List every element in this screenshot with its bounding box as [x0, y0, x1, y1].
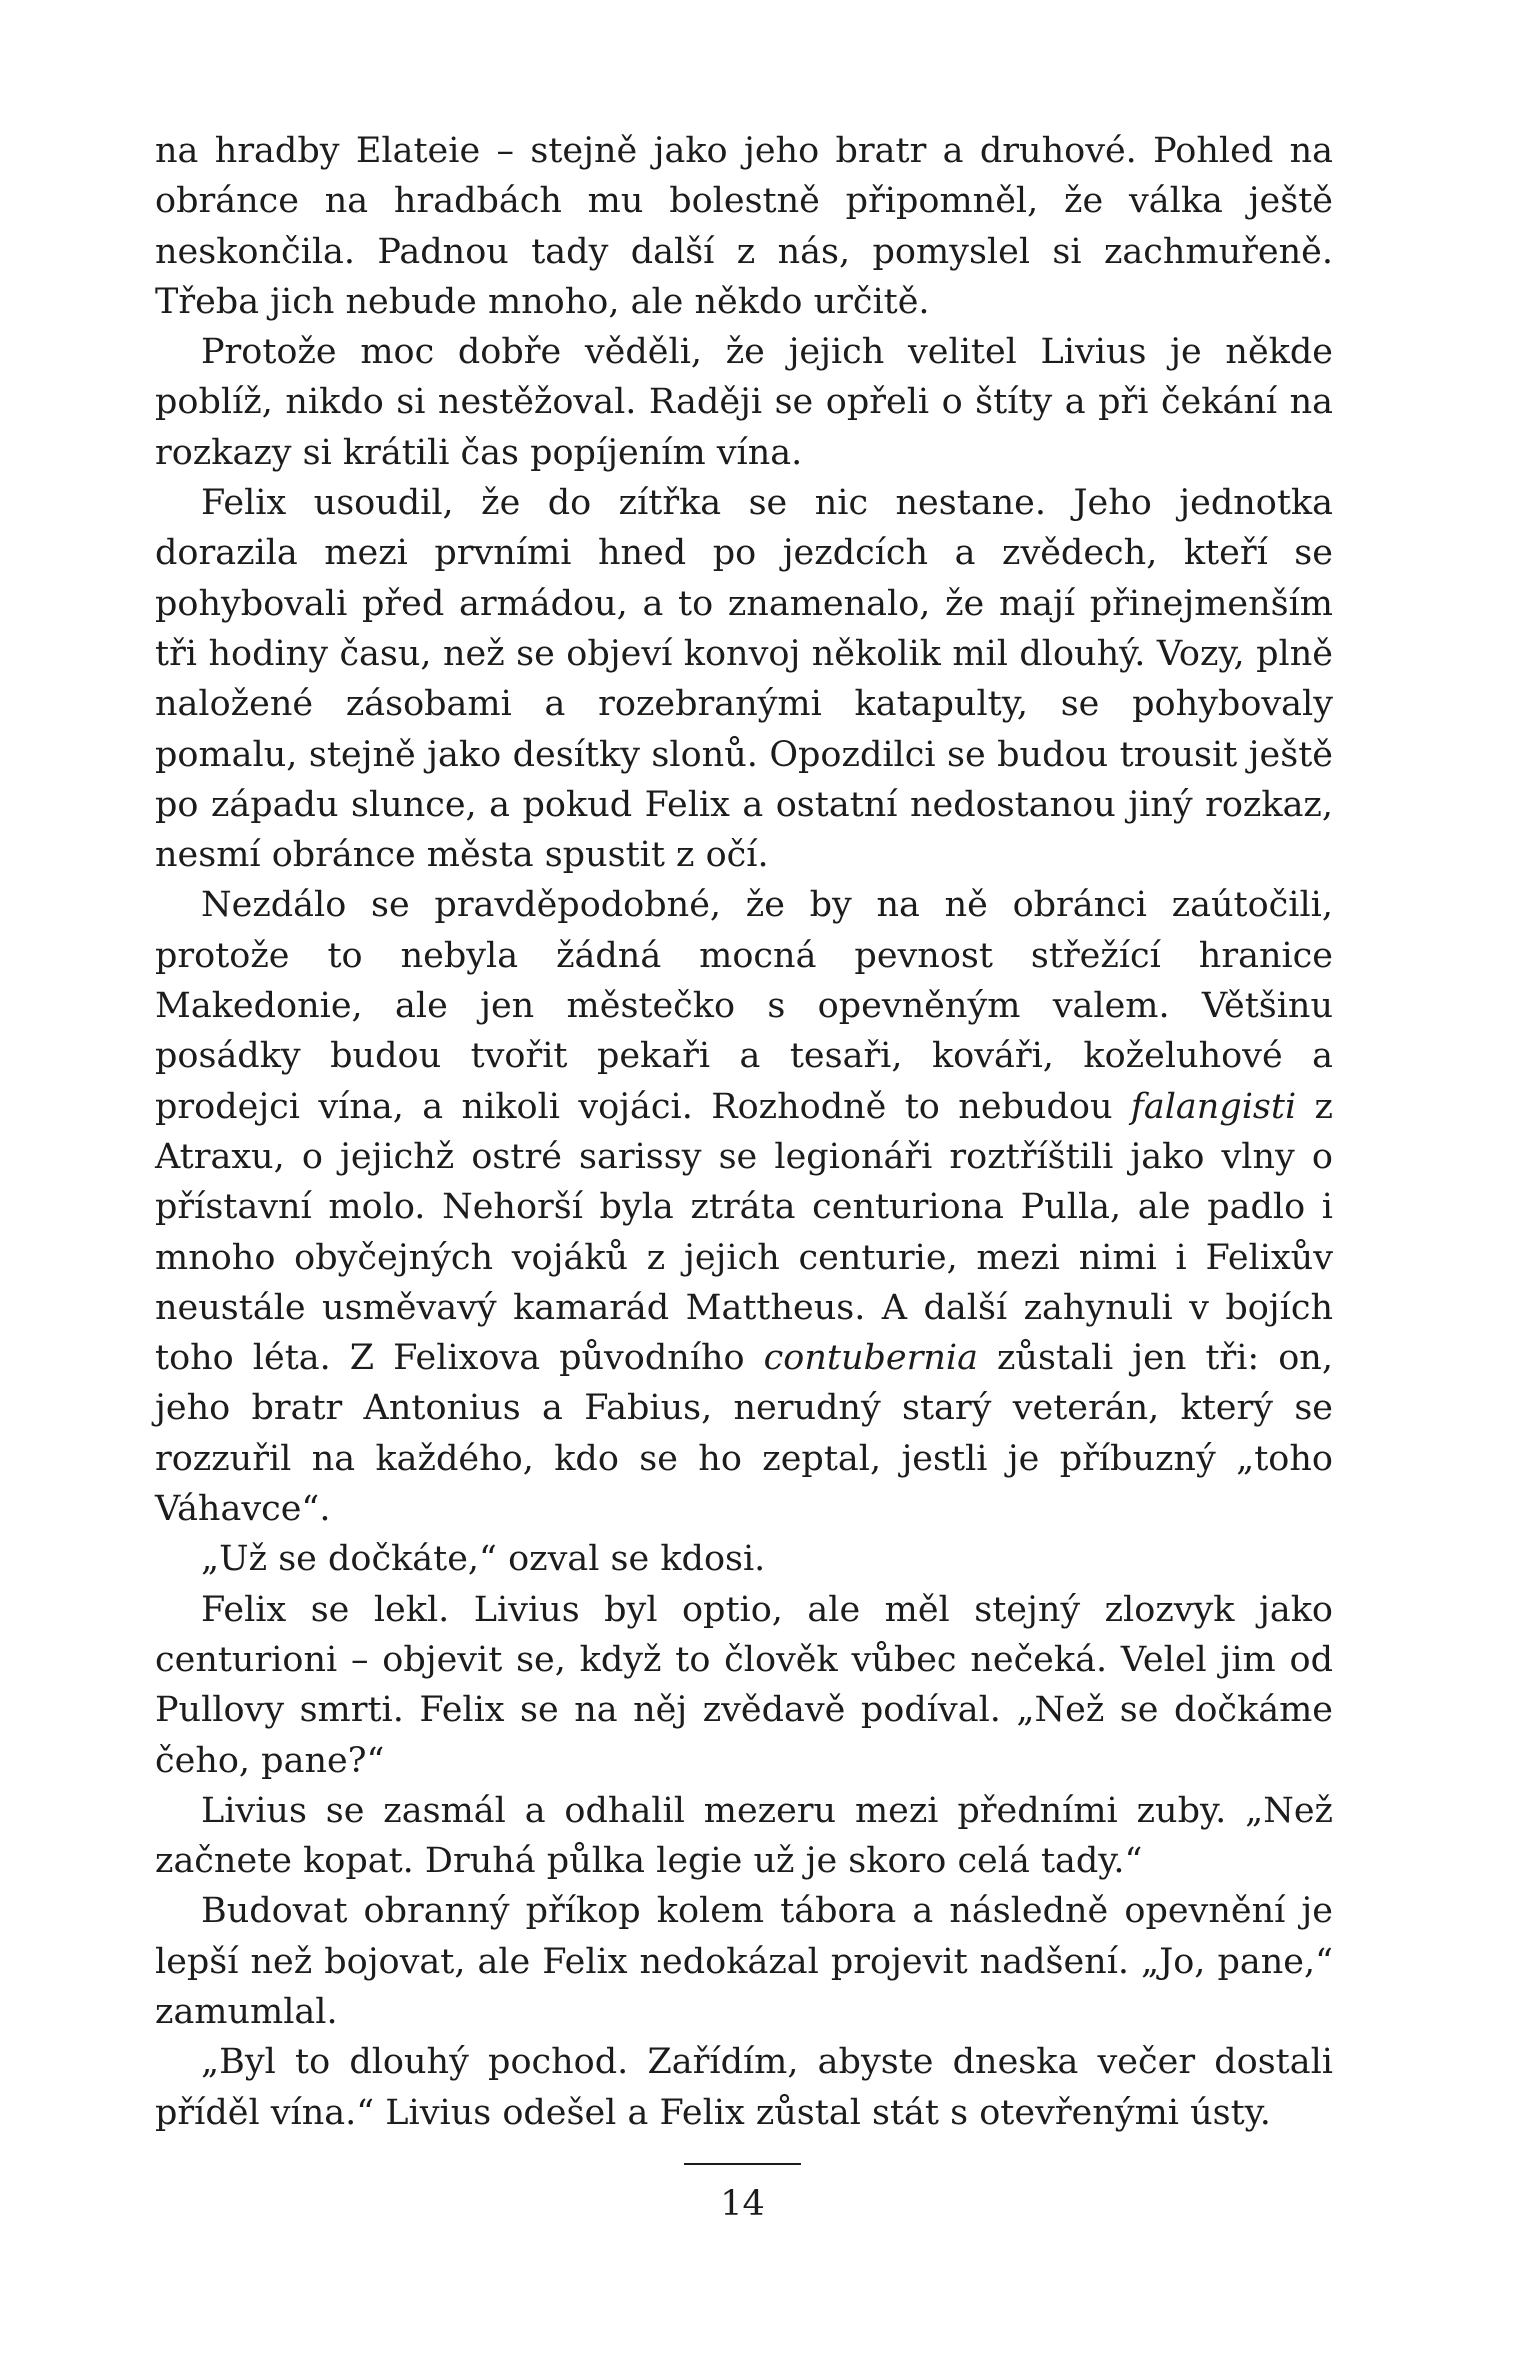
paragraph-text: zůstali jen tři: on, jeho bratr Antonius a Fabius, nerudný starý veterán, který se rozzuřil na každého, kdo se ho zeptal, jestli je příbuzný „toho Váhavce“.: [155, 1338, 1333, 1530]
paragraph-8: [155, 1886, 1333, 2037]
paragraph-text: Protože moc dobře věděli, že jejich velitel Livius je někde poblíž, nikdo si nestěžoval. Raději se opřeli o štíty a při čekání na rozkazy si krátili čas popíjením vína.: [155, 332, 1333, 473]
paragraph-5: [155, 1534, 1333, 1584]
italic-term: falangisti: [1130, 1086, 1297, 1127]
paragraph-text: Nezdálo se pravděpodobné, že by na ně obránci zaútočili, protože to nebyla žádná mocná pevnost střežící hranice Makedonie, ale jen městečko s opevněným valem. Většinu posádky budou tvořit pekaři a tesaři, kováři, koželuhové a prodejci vína, a nikoli vojáci. Rozhodně to nebudou: [155, 885, 1333, 1127]
paragraph-7: [155, 1786, 1333, 1887]
paragraph-text: z Atraxu, o jejichž ostré sarissy se legionáři roztříštili jako vlny o přístavní molo. Nehorší byla ztráta centuriona Pulla, ale padlo i mnoho obyčejných vojáků z jejich centurie, mezi nimi i Felixův neustále usměvavý kamarád Mattheus. A další zahynuli v bojích toho léta. Z Felixova původního: [155, 1086, 1333, 1379]
paragraph-text: Budovat obranný příkop kolem tábora a následně opevnění je lepší než bojovat, ale Felix nedokázal projevit nadšení. „Jo, pane,“ zamumlal.: [155, 1891, 1333, 2032]
paragraph-4: [155, 880, 1333, 1534]
page-body: [155, 126, 1333, 2138]
paragraph-text: Livius se zasmál a odhalil mezeru mezi předními zuby. „Než začnete kopat. Druhá půlka legie už je skoro celá tady.“: [155, 1790, 1333, 1882]
paragraph-9: [155, 2037, 1333, 2138]
paragraph-text: „Byl to dlouhý pochod. Zařídím, abyste dneska večer dostali příděl vína.“ Livius odešel a Felix zůstal stát s otevřenými ústy.: [155, 2042, 1333, 2133]
footer-rule: [684, 2163, 801, 2165]
italic-term: contubernia: [763, 1338, 978, 1379]
paragraph-text: Felix usoudil, že do zítřka se nic nestane. Jeho jednotka dorazila mezi prvními hned po jezdcích a zvědech, kteří se pohybovali před armádou, a to znamenalo, že mají přinejmenším tři hodiny času, než se objeví konvoj několik mil dlouhý. Vozy, plně naložené zásobami a rozebranými katapulty, se pohybovaly pomalu, stejně jako desítky slonů. Opozdilci se budou trousit ještě po západu slunce, a pokud Felix a ostatní nedostanou jiný rozkaz, nesmí obránce města spustit z očí.: [155, 483, 1333, 876]
paragraph-text: na hradby Elateie – stejně jako jeho bratr a druhové. Pohled na obránce na hradbách mu bolestně připomněl, že válka ještě neskončila. Padnou tady další z nás, pomyslel si zachmuřeně. Třeba jich nebude mnoho, ale někdo určitě.: [155, 131, 1333, 322]
paragraph-text: „Už se dočkáte,“ ozval se kdosi.: [201, 1539, 766, 1580]
paragraph-6: [155, 1585, 1333, 1786]
paragraph-text: Felix se lekl. Livius byl optio, ale měl stejný zlozvyk jako centurioni – objevit se, když to člověk vůbec nečeká. Velel jim od Pullovy smrti. Felix se na něj zvědavě podíval. „Než se dočkáme čeho, pane?“: [155, 1589, 1333, 1781]
paragraph-1: [155, 126, 1333, 327]
page-number: 14: [720, 2184, 765, 2224]
paragraph-3: [155, 478, 1333, 880]
paragraph-2: [155, 327, 1333, 478]
